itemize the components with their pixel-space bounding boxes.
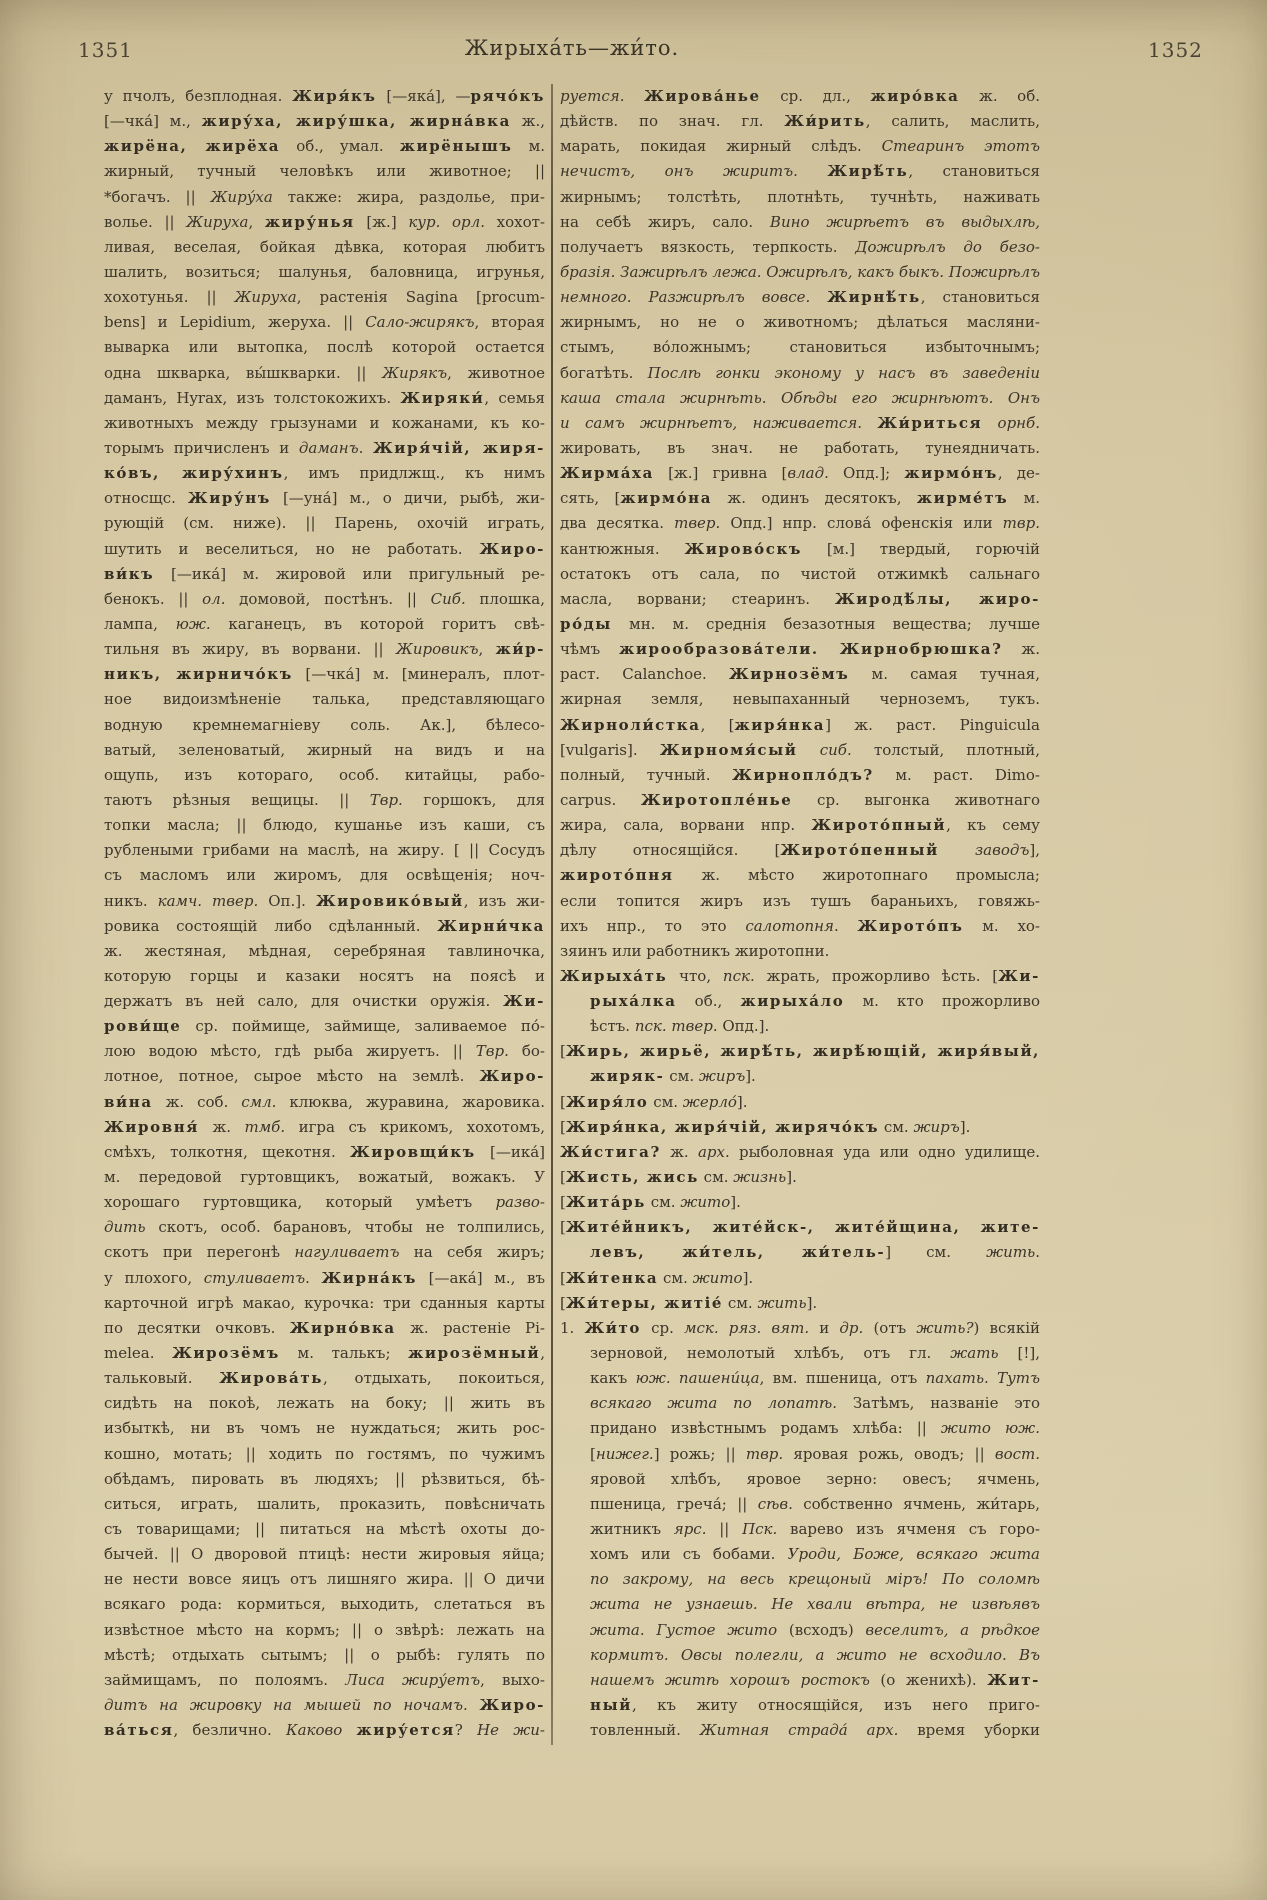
text-line: по десятки очковъ. Жирно́вка ж. растеніе Pi-	[104, 1318, 545, 1337]
text-line: никъ. камч. твер. Оп.]. Жировико́вый, изъ жи-	[104, 891, 545, 910]
text-line: ное видоизмѣненіе талька, представляющаго	[104, 690, 545, 709]
text-line: по закрому, на весь крещоный міръ! По соломѣ	[590, 1570, 1040, 1589]
text-line: ощупь, изъ котораго, особ. китайцы, рабо-	[104, 765, 545, 784]
text-line: съ масломъ или жиромъ, для освѣщенія; ноч-	[104, 866, 545, 885]
text-line: извѣстное мѣсто на кормъ; || о звѣрѣ: лежать на	[104, 1620, 545, 1639]
text-line: животныхъ между грызунами и кожанами, къ ко-	[104, 413, 545, 432]
text-line: [Жиря́нка, жиря́чій, жирячо́къ см. жиръ].	[560, 1117, 971, 1136]
text-line: шалить, возиться; шалунья, баловница, игрунья,	[104, 262, 545, 281]
text-line: хомъ или съ бобами. Уроди, Боже, всякаго жита	[590, 1545, 1040, 1564]
text-line: таютъ рѣзныя вещицы. || Твр. горшокъ, для	[104, 790, 545, 809]
column-divider-rule	[551, 84, 553, 1745]
text-line: получаетъ вязкость, терпкость. Дожирѣлъ до безо-	[560, 237, 1040, 256]
text-line: и самъ жирнѣетъ, наживается. Жи́риться орнб.	[560, 413, 1040, 432]
text-line: зяинъ или работникъ жиротопни.	[560, 941, 830, 960]
text-line: каша стала жирнѣть. Обѣды его жирнѣютъ. Онъ	[560, 388, 1040, 407]
page-header	[0, 36, 1267, 70]
text-line: марать, покидая жирный слѣдъ. Стеаринъ этотъ	[560, 137, 1040, 156]
text-line: лою водою мѣсто, гдѣ рыба жируетъ. || Твр. бо-	[104, 1042, 545, 1061]
text-line: нечистъ, онъ жиритъ. Жирѣ́ть, становиться	[560, 162, 1040, 181]
text-line: ви́къ [—ика́] м. жировой или пригульный ре-	[104, 564, 545, 583]
text-line: дѣлу относящійся. [Жирото́пенный заводъ],	[560, 841, 1040, 860]
text-line: съ товарищами; || питаться на мѣстѣ охоты до-	[104, 1520, 545, 1539]
text-line: избыткѣ, ни въ чомъ не нуждаться; жить рос-	[104, 1419, 545, 1438]
text-line: тильня въ жиру, въ ворвани. || Жировикъ, жи́р-	[104, 640, 545, 659]
text-line: немного. Разжирѣлъ вовсе. Жирнѣ́ть, становиться	[560, 288, 1040, 307]
text-line: бразія. Зажирѣлъ лежа. Ожирѣлъ, какъ быкъ. Пожирѣлъ	[560, 262, 1040, 281]
text-line: чѣмъ жирообразова́тели. Жирнобрюшка? ж.	[560, 640, 1040, 659]
text-line: держатъ въ ней сало, для очистки оружія. Жи-	[104, 992, 545, 1011]
text-line: придано извѣстнымъ родамъ хлѣба: || жито юж.	[590, 1419, 1040, 1438]
text-line: пшеница, греча́; || сѣв. собственно ячмень, жи́тарь,	[590, 1494, 1040, 1513]
text-line: дить скотъ, особ. барановъ, чтобы не толпились,	[104, 1218, 545, 1237]
text-line: топки масла; || блюдо, кушанье изъ каши, съ	[104, 816, 545, 835]
text-line: не нести вовсе яицъ отъ лишняго жира. || О дичи	[104, 1570, 545, 1589]
text-line: bens] и Lepidium, жеруха. || Сало-жирякъ, вторая	[104, 313, 545, 332]
text-line: лотное, потное, сырое мѣсто на землѣ. Жиро-	[104, 1067, 545, 1086]
text-line: хохотунья. || Жируха, растенія Sagina [procum-	[104, 288, 545, 307]
text-line: [—чка́] м., жиру́ха, жиру́шка, жирна́вка ж.,	[104, 112, 545, 131]
text-line: остатокъ отъ сала, по чистой отжимкѣ сальнаго	[560, 564, 1040, 583]
text-line: жирный, тучный человѣкъ или животное; ||	[104, 162, 545, 181]
text-line: Жирыха́ть что, пск. жрать, прожорливо ѣсть. [Жи-	[560, 966, 1040, 985]
text-line: если топится жиръ изъ тушъ бараньихъ, говяжь-	[560, 891, 1040, 910]
text-line: Жи́стига? ж. арх. рыболовная уда или одно удилище.	[560, 1142, 1040, 1161]
text-line: сять, [жирмо́на ж. одинъ десятокъ, жирме́тъ м.	[560, 489, 1040, 508]
text-line: товленный. Житная страда́ арх. время уборки	[590, 1721, 1040, 1740]
text-line: рублеными грибами на маслѣ, на жиру. [ || Сосудъ	[104, 841, 545, 860]
page-number-right: 1352	[1148, 38, 1203, 62]
text-line: ж. жестяная, мѣдная, серебряная тавлиночка,	[104, 941, 545, 960]
text-line: м. передовой гуртовщикъ, вожатый, вожакъ. У	[104, 1168, 545, 1187]
text-line: [Жирь, жирьё, жирѣ́ть, жирѣ́ющій, жиря́вый,	[560, 1042, 1040, 1061]
text-line: жира, сала, ворвани нпр. Жирото́пный, къ сему	[560, 816, 1040, 835]
text-line: ситься, играть, шалить, проказить, повѣсничать	[104, 1494, 545, 1513]
text-line: [Жите́йникъ, жите́йск-, жите́йщина, жите-	[560, 1218, 1040, 1237]
text-line: руется. Жирова́нье ср. дл., жиро́вка ж. об.	[560, 87, 1040, 105]
text-line: всякаго рода: кормиться, выходить, слетаться въ	[104, 1595, 545, 1614]
page-number-left: 1351	[78, 38, 133, 62]
text-line: смѣхъ, толкотня, щекотня. Жировщи́къ [—ика́]	[104, 1142, 545, 1161]
text-line: рови́ще ср. поймище, займище, заливаемое по́-	[104, 1017, 545, 1036]
text-line: ровика состоящій либо сдѣланный. Жирни́чка	[104, 916, 545, 935]
text-line: жирная земля, невыпаханный черноземъ, тукъ.	[560, 690, 1040, 709]
text-line: у плохого, стуливаетъ. Жирна́къ [—ака́] м., въ	[104, 1268, 545, 1287]
text-line: бенокъ. || ол. домовой, постѣнъ. || Сиб. плошка,	[104, 589, 545, 608]
text-line: *богачъ. || Жиру́ха также: жира, раздолье, при-	[104, 187, 545, 206]
text-line: [Жи́теры, житіе́ см. жить].	[560, 1293, 818, 1312]
text-line: водную кремнемагніеву соль. Ак.], бѣлесо-	[104, 715, 545, 734]
text-line: даманъ, Hyrax, изъ толстокожихъ. Жиряки́, семья	[104, 388, 545, 407]
text-line: ливая, веселая, бойкая дѣвка, которая любитъ	[104, 237, 545, 256]
text-line: жировать, въ знач. не работать, тунеядничать.	[560, 438, 1040, 457]
text-line: зерновой, немолотый хлѣбъ, отъ гл. жать [!],	[590, 1344, 1040, 1363]
text-line: житникъ ярс. || Пск. варево изъ ячменя съ горо-	[590, 1520, 1040, 1539]
text-line: какъ юж. пашени́ца, вм. пшеница, отъ пахать. Тутъ	[590, 1369, 1040, 1388]
text-line: рующій (см. ниже). || Парень, охочій играть,	[104, 514, 545, 533]
text-line: Жирноли́стка, [жиря́нка] ж. раст. Pinguicula	[560, 715, 1040, 734]
text-line: дѣйств. по знач. гл. Жи́рить, салить, маслить,	[560, 112, 1040, 131]
text-line: скотъ при перегонѣ нагуливаетъ на себя жиръ;	[104, 1243, 545, 1262]
text-line: нашемъ житѣ хорошъ ростокъ (о женихѣ). Жит-	[590, 1670, 1040, 1689]
text-line: ро́ды мн. м. среднія безазотныя вещества; лучше	[560, 614, 1040, 633]
text-line: ва́ться, безлично. Каково жиру́ется? Не жи-	[104, 1721, 545, 1740]
text-line: ватый, зеленоватый, жирный на видъ и на	[104, 740, 545, 759]
text-line: на себѣ жиръ, сало. Вино жирѣетъ въ выдыхлѣ,	[560, 212, 1040, 231]
text-line: [нижег.] рожь; || твр. яровая рожь, оводъ; || вост.	[590, 1444, 1040, 1463]
text-line: займищамъ, по полоямъ. Лиса жиру́етъ, выхо-	[104, 1670, 545, 1689]
text-line: раст. Calanchoe. Жирнозёмъ м. самая тучная,	[560, 665, 1040, 684]
text-line: хорошаго гуртовщика, который умѣетъ разво-	[104, 1193, 545, 1212]
text-line: яровой хлѣбъ, яровое зерно: овесъ; ячмень,	[590, 1469, 1040, 1488]
text-line: мѣстѣ; отдыхать сытымъ; || о рыбѣ: гулять по	[104, 1645, 545, 1664]
text-line: [Жисть, жись см. жизнь].	[560, 1168, 797, 1187]
text-line: ко́въ, жиру́хинъ, имъ придлжщ., къ нимъ	[104, 464, 545, 483]
text-line: Жировня́ ж. тмб. игра съ крикомъ, хохотомъ,	[104, 1117, 545, 1136]
text-line: обѣдамъ, пировать въ людяхъ; || рѣзвиться, бѣ-	[104, 1469, 545, 1488]
text-line: богатѣть. Послѣ гонки эконому у насъ въ заведеніи	[560, 363, 1040, 382]
text-line: шутить и веселиться, но не работать. Жиро-	[104, 539, 545, 558]
page-title: Жирыха́ть—жи́то.	[464, 36, 680, 60]
right-text-column	[560, 84, 1040, 1743]
text-line: кантюжныя. Жирово́скъ [м.] твердый, горючій	[560, 539, 1040, 558]
text-line: кормитъ. Овсы полегли, а жито не всходило. Въ	[590, 1645, 1040, 1664]
text-line: жирнымъ, но не о животномъ; дѣлаться масляни-	[560, 313, 1040, 332]
text-line: carpus. Жиротопле́нье ср. выгонка животнаго	[560, 790, 1040, 809]
text-line: жита. Густое жито (всходъ) веселитъ, а рѣдкое	[590, 1620, 1040, 1639]
text-line: масла, ворвани; стеаринъ. Жиродѣ́лы, жиро-	[560, 589, 1040, 608]
text-line: кошно, мотать; || ходить по гостямъ, по чужимъ	[104, 1444, 545, 1463]
text-line: два десятка. твер. Опд.] нпр. слова́ офенскія или твр.	[560, 514, 1040, 533]
text-line: бычей. || О дворовой птицѣ: нести жировыя яйца;	[104, 1545, 545, 1564]
text-line: выварка или вытопка, послѣ которой остается	[104, 338, 545, 357]
text-line: торымъ причисленъ и даманъ. Жиря́чій, жиря-	[104, 438, 545, 457]
text-line: [Жита́рь см. жито].	[560, 1193, 741, 1212]
text-line: относщс. Жиру́нъ [—уна́] м., о дичи, рыбѣ, жи-	[104, 489, 545, 508]
text-line: рыха́лка об., жирыха́ло м. кто прожорливо	[590, 992, 1040, 1011]
text-line: никъ, жирничо́къ [—чка́] м. [минералъ, плот-	[104, 665, 545, 684]
text-line: волье. || Жируха, жиру́нья [ж.] кур. орл. хохот-	[104, 212, 545, 231]
text-line: [vulgaris]. Жирномя́сый сиб. толстый, плотный,	[560, 740, 1040, 759]
text-line: стымъ, во́ложнымъ; становиться избыточнымъ;	[560, 338, 1040, 357]
text-line: жиряк- см. жиръ].	[590, 1067, 756, 1086]
text-line: 1. Жи́то ср. мск. ряз. вят. и др. (отъ жить?) всякій	[560, 1318, 1040, 1337]
text-line: жирнымъ; толстѣть, плотнѣть, тучнѣть, наживать	[560, 187, 1040, 206]
text-line: которую горцы и казаки носятъ на поясѣ и	[104, 966, 545, 985]
text-line: лампа, юж. каганецъ, въ которой горитъ свѣ-	[104, 614, 545, 633]
text-line: всякаго жита по лопатѣ. Затѣмъ, названіе это	[590, 1394, 1040, 1413]
text-line: дитъ на жировку на мышей по ночамъ. Жиро-	[104, 1696, 545, 1714]
text-line: сидѣть на покоѣ, лежать на боку; || жить въ	[104, 1394, 545, 1413]
text-line: карточной игрѣ макао, курочка: три сданныя карты	[104, 1293, 545, 1312]
text-line: левъ, жи́тель, жи́тель-] см. жить.	[590, 1243, 1040, 1262]
text-line: жита не узнаешь. Не хвали вѣтра, не извѣявъ	[590, 1595, 1040, 1614]
text-line: ихъ нпр., то это салотопня. Жирото́пъ м. хо-	[560, 916, 1040, 935]
text-line: жирёна, жирёха об., умал. жирёнышъ м.	[104, 137, 545, 156]
text-line: [Жи́тенка см. жито].	[560, 1268, 754, 1287]
left-text-column	[104, 84, 545, 1743]
text-line: тальковый. Жирова́ть, отдыхать, покоиться,	[104, 1369, 545, 1388]
text-line: ѣстъ. пск. твер. Опд.].	[590, 1017, 770, 1036]
text-line: [Жиря́ло см. жерло́].	[560, 1092, 748, 1111]
text-line: полный, тучный. Жирнопло́дъ? м. раст. Dimo-	[560, 765, 1040, 784]
text-line: ный, къ житу относящійся, изъ него приго-	[590, 1696, 1040, 1714]
text-line: у пчолъ, безплодная. Жиря́къ [—яка́], —рячо́къ	[104, 87, 545, 105]
text-line: ви́на ж. соб. смл. клюква, журавина, жаровика.	[104, 1092, 545, 1111]
text-line: melea. Жирозёмъ м. талькъ; жирозёмный,	[104, 1344, 545, 1363]
text-line: Жирма́ха [ж.] гривна [влад. Опд.]; жирмо́нъ, де-	[560, 464, 1040, 483]
text-line: жирото́пня ж. мѣсто жиротопнаго промысла;	[560, 866, 1040, 885]
text-line: одна шкварка, вы́шкварки. || Жирякъ, животное	[104, 363, 545, 382]
